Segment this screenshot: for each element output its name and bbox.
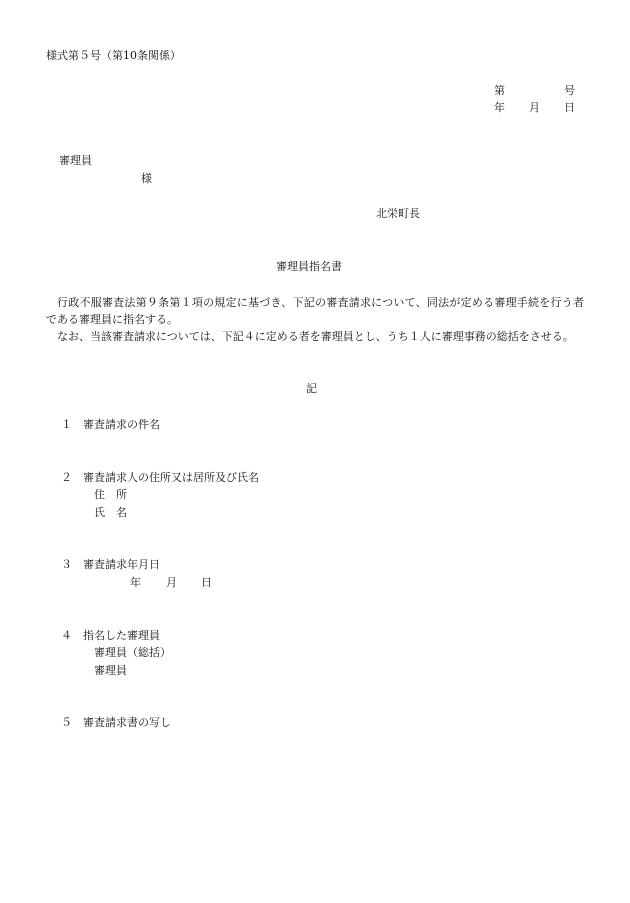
issuer: 北栄町長 [376,207,420,220]
date-month: 月 [529,101,540,114]
item-4-number: ４ [61,629,72,642]
date-day: 日 [564,101,575,114]
body-paragraph-1: 行政不服審査法第９条第１項の規定に基づき、下記の審査請求について、同法が定める審理手続を行う者である審理員に指名する。 [46,296,584,326]
item-5-label: 審査請求書の写し [83,716,171,729]
document-title: 審理員指名書 [276,260,342,273]
item-4-label: 指名した審理員 [83,629,160,642]
number-suffix: 号 [564,84,575,97]
addressee-honorific: 様 [141,172,152,185]
item-3-month: 月 [166,576,177,589]
form-label: 様式第５号（第10条関係） [46,49,181,62]
item-4-examiner: 審理員 [94,664,127,677]
item-1-number: １ [61,418,72,431]
item-3-day: 日 [201,576,212,589]
item-2-number: ２ [61,471,72,484]
item-2-name-label: 氏 名 [94,506,127,519]
body-text [46,294,584,345]
number-prefix: 第 [494,84,505,97]
addressee-title: 審理員 [59,154,92,167]
date-year: 年 [494,101,505,114]
item-1-label: 審査請求の件名 [83,418,160,431]
item-5-number: ５ [61,716,72,729]
item-2-address-label: 住 所 [94,488,127,501]
body-paragraph-2: なお、当該審査請求については、下記４に定める者を審理員とし、うち１人に審理事務の総括をさせる。 [57,330,574,343]
item-3-label: 審査請求年月日 [83,558,160,571]
item-3-year: 年 [130,576,141,589]
ki-heading: 記 [306,382,317,395]
item-4-lead-examiner: 審理員（総括） [94,646,171,659]
item-2-label: 審査請求人の住所又は居所及び氏名 [83,471,259,484]
item-3-number: ３ [61,558,72,571]
